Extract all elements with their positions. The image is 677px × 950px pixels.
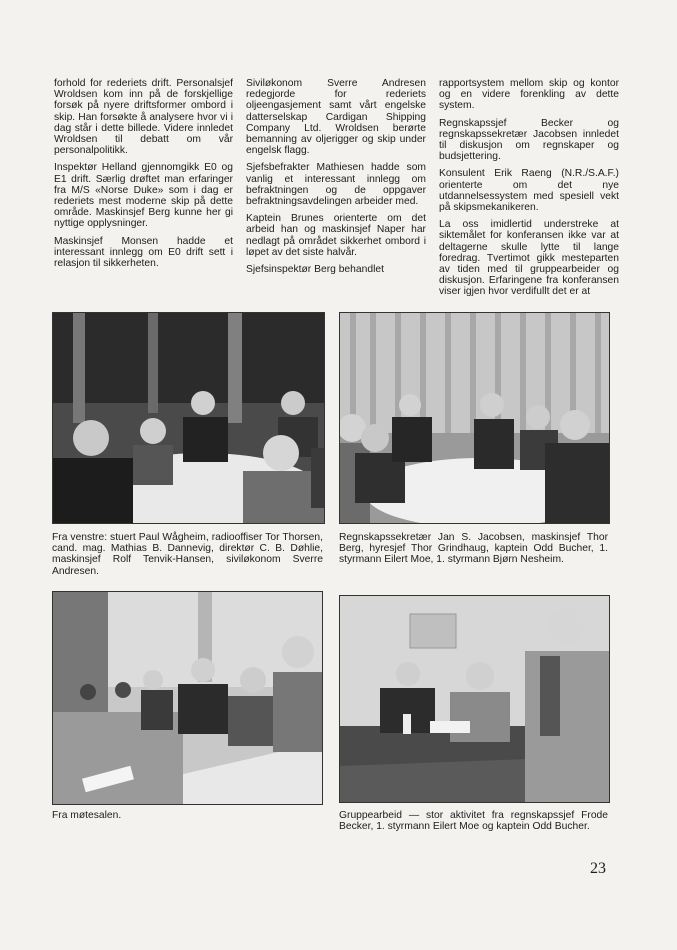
paragraph: Sjefsinspektør Berg behandlet — [246, 264, 384, 276]
paragraph: La oss imidlertid understreke at siktemålet for konferansen ikke var at deltagerne skulle lytte til lange foredrag. Tvertimot gikk mesteparten av tiden med til gruppearbeider og diskusjon. Erfaringene fra konferansen viser igjen hvor verdifullt det er at — [439, 219, 619, 298]
paragraph: Konsulent Erik Raeng (N.R./S.A.F.) orienterte om det nye utdannelsessystem med spesiell vekt på skipsmekanikeren. — [439, 168, 619, 214]
text-column-3 — [439, 78, 619, 304]
caption-photo-1: Fra venstre: stuert Paul Wågheim, radiooffiser Tor Thorsen, cand. mag. Mathias B. Dannevig, direktør C. B. Døhlie, maskinsjef Rolf Tenvik-Hansen, siviløkonom Sverre Andresen. — [52, 532, 323, 577]
paragraph: Inspektør Helland gjennomgikk E0 og E1 drift. Særlig drøftet man erfaringer fra M/S «Norse Duke» som i dag er rederiets mest moderne skip på dette område. Maskinsjef Berg kunne her gi nyttige opplysninger. — [54, 162, 233, 230]
paragraph: Kaptein Brunes orienterte om det arbeid han og maskinsjef Naper har nedlagt på området sikkerhet ombord i løpet av det siste halvår. — [246, 213, 426, 258]
caption-photo-3: Fra møtesalen. — [52, 810, 122, 821]
paragraph: Maskinsjef Monsen hadde et interessant innlegg om E0 drift sett i relasjon til sikkerheten. — [54, 235, 233, 270]
caption-photo-4: Gruppearbeid — stor aktivitet fra regnskapssjef Frode Becker, 1. styrmann Eilert Moe og kaptein Odd Bucher. — [339, 810, 608, 833]
photo-dinner-table-left — [52, 312, 325, 524]
photo-meeting-hall — [52, 591, 323, 805]
paragraph: Sjefsbefrakter Mathiesen hadde som vanlig et interessant innlegg om befraktningen og de oppgaver befraktningsavdelingen arbeider med. — [246, 162, 426, 208]
page-number: 23 — [590, 860, 606, 877]
paragraph: forhold for rederiets drift. Personalsjef Wroldsen kom inn på de forskjellige forsøk på nyere driftsformer ombord i skip. Han forsøkte å analysere hvor vi i dag står i dette billede. Videre innledet Wroldsen til debatt om vår personalpolitikk. — [54, 78, 233, 157]
paragraph: rapportsystem mellom skip og kontor og en videre forenkling av dette system. — [439, 78, 619, 112]
photo-dinner-table-right — [339, 312, 610, 524]
caption-photo-2: Regnskapssekretær Jan S. Jacobsen, maskinsjef Thor Berg, hyresjef Thor Grindhaug, kaptein Odd Bucher, 1. styrmann Eilert Moe, 1. styrmann Bjørn Nesheim. — [339, 532, 608, 566]
photo-group-work — [339, 595, 610, 803]
text-column-1 — [54, 78, 233, 275]
paragraph: Regnskapssjef Becker og regnskapssekretær Jacobsen innledet til diskusjon om regnskaper og budsjettering. — [439, 117, 619, 163]
text-column-2 — [246, 78, 426, 281]
paragraph: Siviløkonom Sverre Andresen redegjorde for rederiets oljeengasjement samt vårt engelske datterselskap Cardigan Shipping Company Ltd. Wroldsen berørte bemanning av oljerigger og skip under engelsk flagg. — [246, 78, 426, 157]
